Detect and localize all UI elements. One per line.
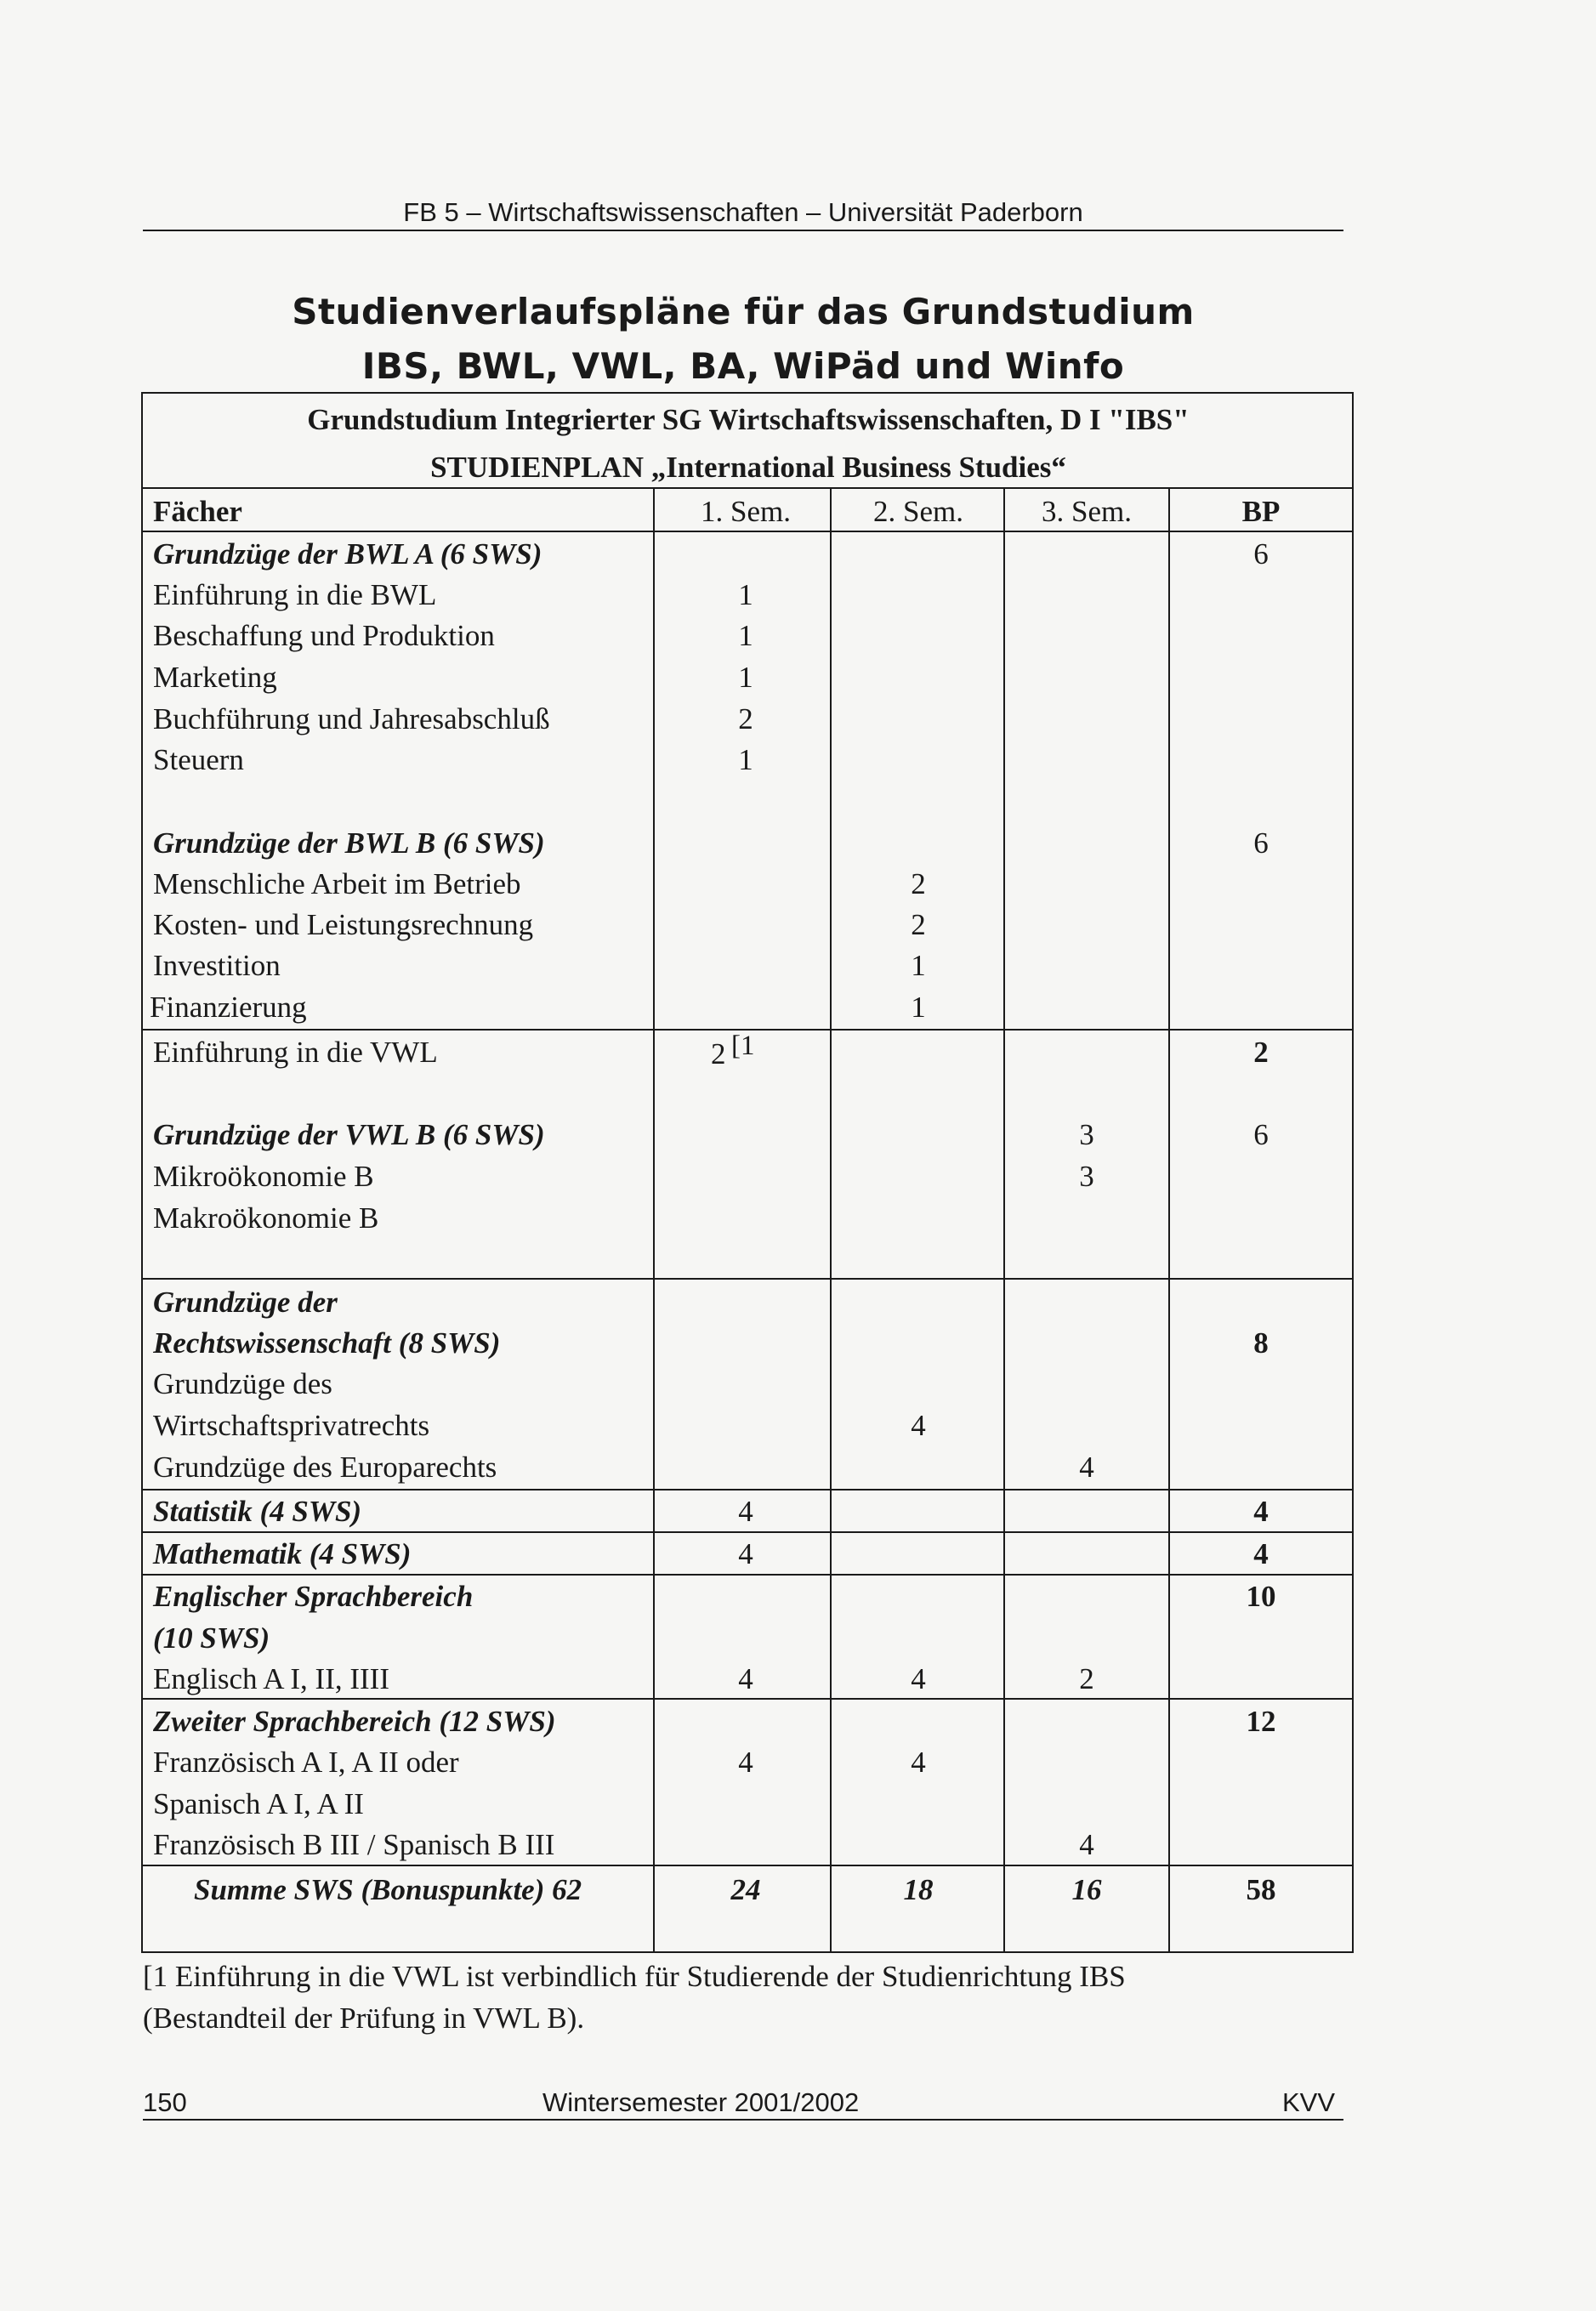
sem2-englisch: 4 xyxy=(911,1662,926,1695)
footer-rule xyxy=(143,2119,1343,2121)
sem1-bwl-a-3: 1 xyxy=(738,661,753,694)
summe-sem2: 18 xyxy=(903,1873,934,1906)
subject-mathematik: Mathematik (4 SWS) xyxy=(153,1537,412,1570)
header-sem3: 3. Sem. xyxy=(1042,495,1132,528)
sem2-bwl-b-2: 2 xyxy=(911,908,926,941)
footer-semester: Wintersemester 2001/2002 xyxy=(542,2087,860,2117)
sem2-recht-1: 4 xyxy=(911,1409,926,1442)
table-banner-line2: STUDIENPLAN „International Business Studies“ xyxy=(430,451,1066,484)
bp-statistik: 4 xyxy=(1253,1495,1269,1528)
sem1-bwl-a-2: 1 xyxy=(738,619,753,652)
row-sep-summe xyxy=(141,1865,1354,1866)
group-title-zweiter: Zweiter Sprachbereich (12 SWS) xyxy=(153,1705,556,1738)
subject-vwl-b-2: Makroökonomie B xyxy=(153,1201,379,1235)
bp-recht: 8 xyxy=(1253,1326,1269,1360)
footer-code: KVV xyxy=(1282,2087,1336,2117)
header-subject: Fächer xyxy=(153,495,242,528)
sem1-bwl-a-1: 1 xyxy=(738,578,753,611)
subject-bwl-b-4: Finanzierung xyxy=(150,991,307,1024)
sem3-vwl-b-2: 3 xyxy=(1079,1160,1094,1193)
subject-bwl-a-5: Steuern xyxy=(153,743,244,776)
row-sep-mathematik xyxy=(141,1531,1354,1533)
table-left-border xyxy=(141,392,143,1953)
page-number: 150 xyxy=(143,2087,187,2117)
sem3-zweiter-3: 4 xyxy=(1079,1828,1094,1861)
row-sep-header-top xyxy=(141,487,1354,489)
subject-vwl-b-1: Mikroökonomie B xyxy=(153,1160,374,1193)
subject-bwl-a-3: Marketing xyxy=(153,661,277,694)
group-title-vwl-b: Grundzüge der VWL B (6 SWS) xyxy=(153,1118,545,1151)
subject-bwl-b-1: Menschliche Arbeit im Betrieb xyxy=(153,867,521,900)
subject-recht-2: Grundzüge des Europarechts xyxy=(153,1451,497,1484)
sem1-bwl-a-4: 2 xyxy=(738,702,753,735)
subject-zweiter-1: Französisch A I, A II oder xyxy=(153,1746,459,1779)
subject-bwl-a-4: Buchführung und Jahresabschluß xyxy=(153,702,550,735)
summe-sem3: 16 xyxy=(1071,1873,1102,1906)
group-title-englisch-line1: Englischer Sprachbereich xyxy=(153,1580,474,1613)
footnote-line2-wrap xyxy=(143,2002,584,2036)
footnote-ref-vwl-intro: [1 xyxy=(731,1031,755,1061)
subject-recht-1-line2: Wirtschaftsprivatrechts xyxy=(153,1409,430,1442)
bp-vwl-b: 6 xyxy=(1253,1118,1269,1151)
col-divider-3 xyxy=(1003,487,1005,1951)
sem1-statistik: 4 xyxy=(738,1495,753,1528)
table-bottom-border xyxy=(141,1951,1354,1953)
sem3-recht-2: 4 xyxy=(1079,1451,1094,1484)
summe-sem1: 24 xyxy=(730,1873,761,1906)
subject-statistik: Statistik (4 SWS) xyxy=(153,1495,362,1528)
row-sep-statistik xyxy=(141,1489,1354,1491)
sem2-bwl-b-3: 1 xyxy=(911,949,926,982)
sem1-englisch: 4 xyxy=(738,1662,753,1695)
table-right-border xyxy=(1352,392,1354,1953)
sem2-zweiter-1: 4 xyxy=(911,1746,926,1779)
subject-bwl-b-3: Investition xyxy=(153,949,281,982)
sem1-vwl-intro: 2 xyxy=(711,1037,726,1070)
table-banner-line1: Grundstudium Integrierter SG Wirtschaftswissenschaften, D I "IBS" xyxy=(307,403,1190,436)
row-sep-englisch xyxy=(141,1574,1354,1576)
sem1-mathematik: 4 xyxy=(738,1537,753,1570)
header-bp: BP xyxy=(1241,495,1281,528)
footnote-marker: [1 xyxy=(143,1960,168,1993)
bp-vwl-intro: 2 xyxy=(1253,1036,1269,1069)
sem1-zweiter-1: 4 xyxy=(738,1746,753,1779)
page-title-line1: Studienverlaufspläne für das Grundstudium xyxy=(292,291,1195,332)
header-sem1: 1. Sem. xyxy=(701,495,791,528)
subject-vwl-intro: Einführung in die VWL xyxy=(153,1036,438,1069)
subject-englisch: Englisch A I, II, IIII xyxy=(153,1662,389,1695)
summe-bp: 58 xyxy=(1246,1873,1276,1906)
group-title-recht-line1: Grundzüge der xyxy=(153,1286,338,1319)
footnote-line2: (Bestandteil der Prüfung in VWL B). xyxy=(143,2002,585,2035)
row-sep-zweiter xyxy=(141,1698,1354,1700)
row-sep-header-bottom xyxy=(141,531,1354,532)
bp-zweiter: 12 xyxy=(1246,1705,1276,1738)
running-header: FB 5 – Wirtschaftswissenschaften – Universität Paderborn xyxy=(403,197,1083,227)
sem2-bwl-b-1: 2 xyxy=(911,867,926,900)
footnote xyxy=(143,1960,1126,1994)
header-rule xyxy=(143,230,1343,231)
bp-bwl-a: 6 xyxy=(1253,537,1269,571)
bp-bwl-b: 6 xyxy=(1253,826,1269,860)
sem2-bwl-b-4: 1 xyxy=(911,991,926,1024)
subject-zweiter-2: Spanisch A I, A II xyxy=(153,1787,364,1820)
group-title-bwl-a: Grundzüge der BWL A (6 SWS) xyxy=(153,537,542,571)
subject-bwl-a-1: Einführung in die BWL xyxy=(153,578,437,611)
group-title-recht-line2: Rechtswissenschaft (8 SWS) xyxy=(153,1326,501,1360)
group-title-bwl-b: Grundzüge der BWL B (6 SWS) xyxy=(153,826,545,860)
footnote-line1: Einführung in die VWL ist verbindlich für Studierende der Studienrichtung IBS xyxy=(174,1960,1126,1993)
table-top-border xyxy=(141,392,1354,394)
sem3-vwl-b-1-top: 3 xyxy=(1079,1118,1094,1151)
header-sem2: 2. Sem. xyxy=(873,495,963,528)
subject-zweiter-3: Französisch B III / Spanisch B III xyxy=(153,1828,555,1861)
sem3-englisch: 2 xyxy=(1079,1662,1094,1695)
subject-recht-1-line1: Grundzüge des xyxy=(153,1367,332,1400)
row-sep-recht xyxy=(141,1278,1354,1280)
subject-bwl-a-2: Beschaffung und Produktion xyxy=(153,619,495,652)
bp-mathematik: 4 xyxy=(1253,1537,1269,1570)
page-title-line2: IBS, BWL, VWL, BA, WiPäd und Winfo xyxy=(361,345,1125,387)
sem1-bwl-a-5: 1 xyxy=(738,743,753,776)
summe-label: Summe SWS (Bonuspunkte) 62 xyxy=(194,1873,582,1906)
group-title-englisch-line2: (10 SWS) xyxy=(153,1621,270,1655)
bp-englisch: 10 xyxy=(1246,1580,1276,1613)
subject-bwl-b-2: Kosten- und Leistungsrechnung xyxy=(153,908,534,941)
